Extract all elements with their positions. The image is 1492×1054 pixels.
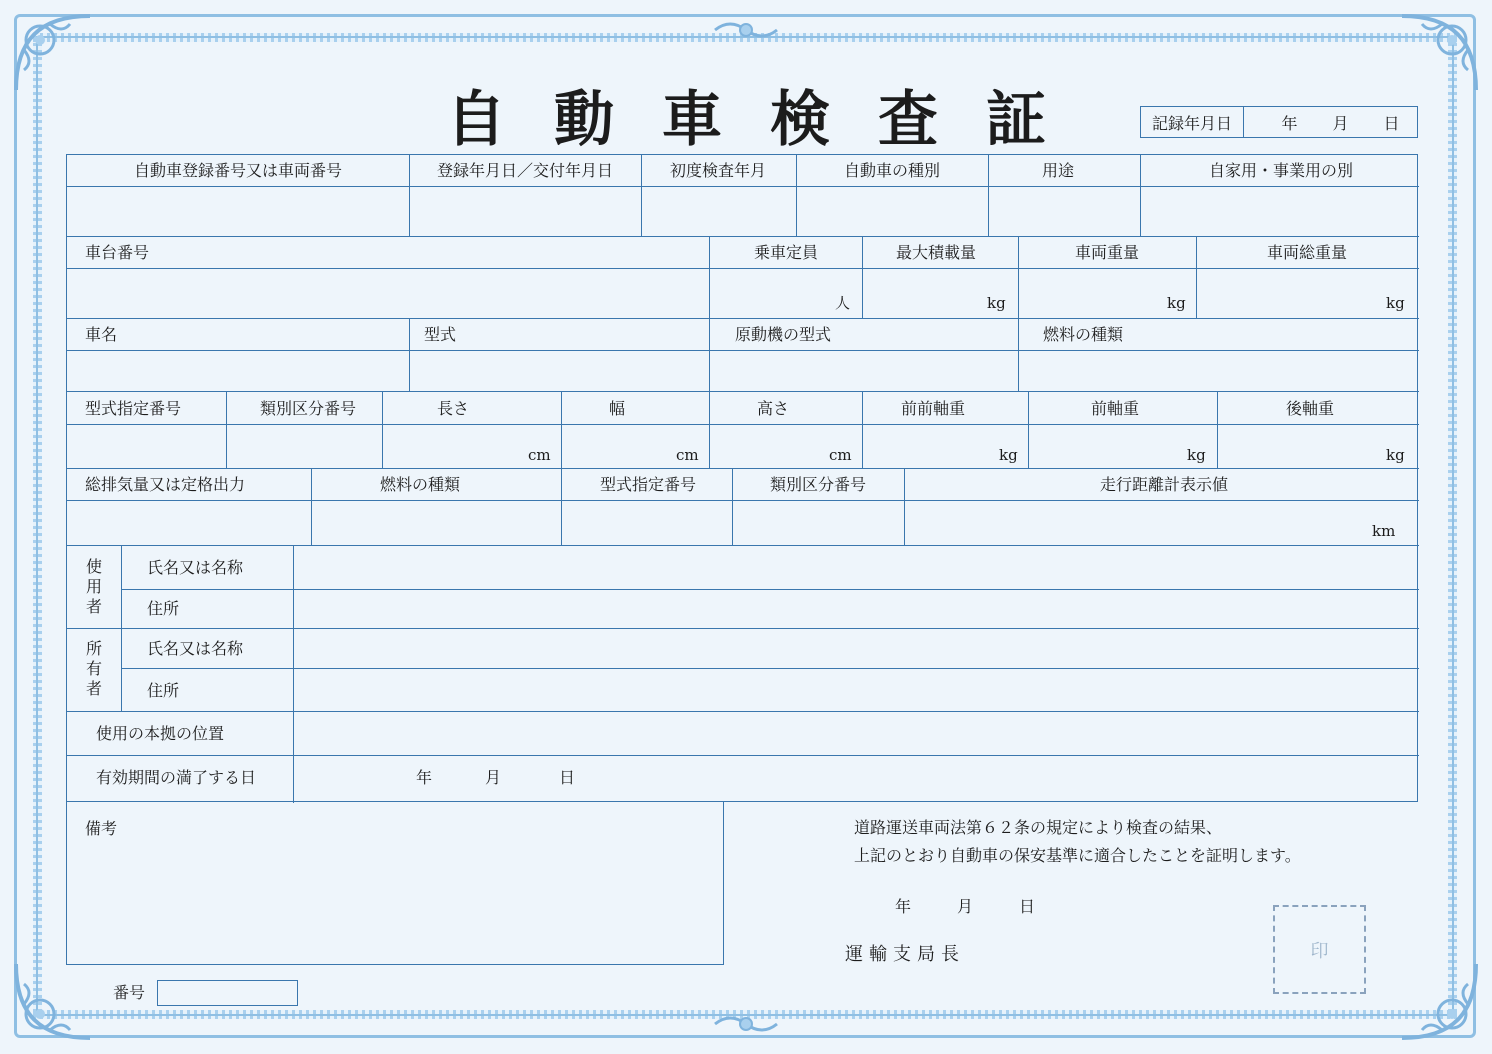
cm-unit: cm (676, 446, 699, 464)
category-no2-label: 類別区分番号 (769, 475, 867, 494)
number-label: 番号 (113, 983, 146, 1002)
certification-line-2: 上記のとおり自動車の保安基準に適合したことを証明します。 (854, 846, 1301, 865)
type-designation-no-label: 型式指定番号 (85, 399, 182, 418)
fuel-type-label: 燃料の種類 (1043, 325, 1124, 344)
kg-unit: kg (1167, 294, 1186, 312)
record-year: 年 (1281, 113, 1298, 133)
expiry-year: 年 (416, 768, 433, 787)
owner-vertical-label: 所 有 者 (85, 639, 102, 698)
issuer-title: 運輸支局長 (845, 944, 965, 965)
displacement-label: 総排気量又は定格出力 (85, 475, 246, 494)
chassis-no-label: 車台番号 (85, 243, 150, 262)
reg-date-label: 登録年月日／交付年月日 (436, 161, 614, 180)
seal-label: 印 (1310, 940, 1329, 962)
kg-unit: kg (987, 294, 1006, 312)
private-business-label: 自家用・事業用の別 (1208, 161, 1354, 180)
front-front-axle-label: 前前軸重 (900, 399, 966, 418)
kg-unit: kg (1386, 446, 1405, 464)
expiry-month: 月 (485, 768, 502, 787)
gross-weight-label: 車両総重量 (1266, 243, 1348, 262)
expiry-label: 有効期間の満了する日 (96, 768, 257, 787)
cert-month: 月 (957, 897, 974, 916)
vehicle-weight-label: 車両重量 (1074, 243, 1140, 262)
cert-day: 日 (1019, 897, 1036, 916)
type-designation-no2-label: 型式指定番号 (599, 475, 697, 494)
document-title: 自動車検査証 (446, 85, 1094, 155)
kg-unit: kg (1386, 294, 1405, 312)
record-day: 日 (1383, 113, 1400, 133)
person-unit: 人 (835, 294, 851, 312)
record-date-value (1244, 107, 1417, 137)
usage-label: 用途 (1041, 161, 1075, 180)
width-label: 幅 (608, 399, 626, 418)
capacity-label: 乗車定員 (753, 243, 819, 262)
model-label: 型式 (424, 325, 457, 344)
cm-unit: cm (528, 446, 551, 464)
vehicle-info-table (66, 154, 1418, 802)
record-date-box (1140, 106, 1418, 138)
base-location-label: 使用の本拠の位置 (96, 724, 225, 743)
owner-name-label: 氏名又は名称 (147, 639, 244, 658)
cert-year: 年 (895, 897, 912, 916)
engine-model-label: 原動機の型式 (735, 325, 832, 344)
top-ornament-icon (711, 16, 781, 44)
user-name-label: 氏名又は名称 (147, 558, 244, 577)
kg-unit: kg (1187, 446, 1206, 464)
user-address-label: 住所 (147, 599, 180, 618)
max-load-label: 最大積載量 (895, 243, 977, 262)
notes-box (66, 801, 724, 965)
record-date-label: 記録年月日 (1141, 107, 1244, 137)
certification-date (895, 894, 1035, 917)
front-axle-label: 前軸重 (1090, 399, 1140, 418)
odometer-label: 走行距離計表示値 (1099, 475, 1229, 494)
expiry-day: 日 (559, 768, 576, 787)
length-label: 長さ (436, 399, 470, 418)
number-field[interactable] (157, 980, 298, 1006)
owner-address-label: 住所 (147, 681, 180, 700)
rear-axle-label: 後軸重 (1285, 399, 1335, 418)
bottom-ornament-icon (711, 1010, 781, 1038)
car-name-label: 車名 (85, 325, 118, 344)
kg-unit: kg (999, 446, 1018, 464)
height-label: 高さ (756, 399, 790, 418)
km-unit: km (1372, 522, 1396, 540)
cm-unit: cm (829, 446, 852, 464)
certification-line-1: 道路運送車両法第６２条の規定により検査の結果、 (854, 818, 1223, 837)
vehicle-kind-label: 自動車の種別 (843, 161, 941, 180)
record-month: 月 (1332, 113, 1349, 133)
user-vertical-label: 使 用 者 (85, 557, 102, 616)
seal-box (1273, 905, 1366, 994)
corner-ornament-icon (1396, 958, 1482, 1044)
reg-no-label: 自動車登録番号又は車両番号 (133, 161, 343, 180)
category-no-label: 類別区分番号 (259, 399, 357, 418)
notes-label: 備考 (85, 819, 118, 838)
first-inspection-label: 初度検査年月 (669, 161, 767, 180)
corner-ornament-icon (10, 958, 96, 1044)
fuel-type2-label: 燃料の種類 (379, 475, 461, 494)
